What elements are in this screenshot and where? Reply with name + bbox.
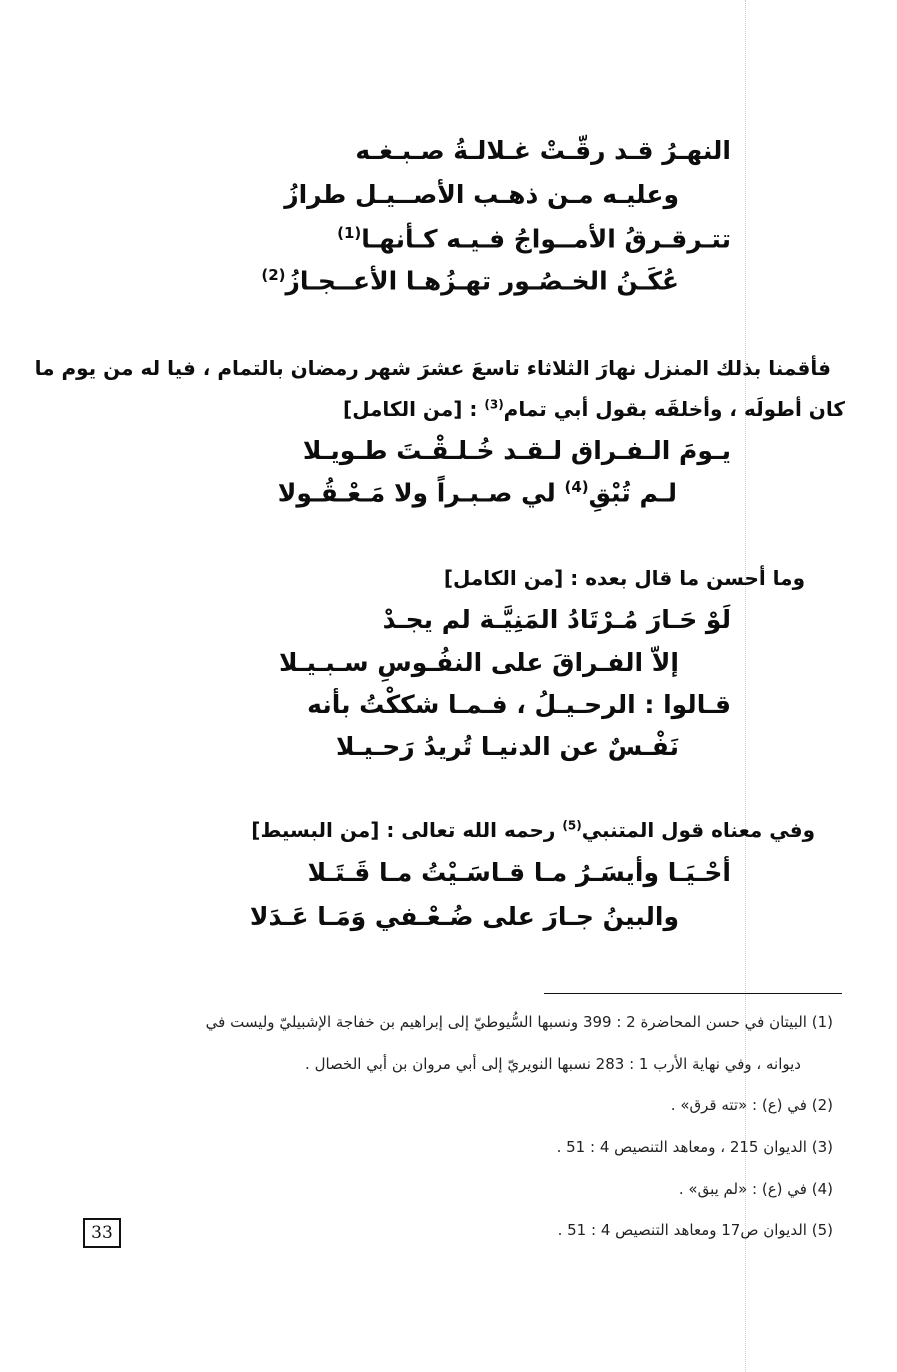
footnote-separator — [544, 993, 842, 994]
poem1-line-4-text: عُكَـنُ الخـصُـور تهـزُهـا الأعــجـازُ — [285, 266, 679, 296]
poem1-line-2: وعليـه مـن ذهـب الأصــيـل طرازُ — [284, 180, 679, 209]
poem1-line-3 — [0, 224, 897, 253]
poem2-line-2-text-b: لي صـبـراً ولا مَـعْـقُـولا — [277, 478, 565, 508]
poem1-line-3-text: تتـرقـرقُ الأمــواجُ فـيـه كـأنهـا — [361, 224, 731, 254]
footnote-3: (3) الديوان 215 ، ومعاهد التنصيص 4 : 51 . — [556, 1138, 833, 1156]
poem3-line-2: إلاّ الفـراقَ على النفُـوسِ سـبـيـلا — [278, 648, 679, 677]
poem3-line-4: نَفْـسٌ عن الدنيـا تُريدُ رَحـيـلا — [335, 732, 679, 761]
footnote-ref-5: (5) — [562, 818, 582, 833]
footnote-1-line-2: ديوانه ، وفي نهاية الأرب 1 : 283 نسبها النويريّ إلى أبي مروان بن أبي الخصال . — [305, 1055, 801, 1073]
prose1-line-2 — [0, 397, 897, 421]
poem4-line-1: أحْـيَـا وأيسَـرُ مـا قـاسَـيْتُ مـا قَـتَـلا — [307, 858, 731, 887]
footnote-ref-1: (1) — [337, 224, 362, 242]
footnote-1-line-1: (1) البيتان في حسن المحاضرة 2 : 399 ونسبها السُّيوطيّ إلى إبراهيم بن خفاجة الإشبيليّ وليست في — [205, 1013, 833, 1031]
footnote-2: (2) في (ع) : «تته قرق» . — [670, 1096, 833, 1114]
poem3-line-1: لَوْ حَـارَ مُـرْتَادُ المَنِيَّـة لم يجـدْ — [382, 605, 731, 634]
page-number: 33 — [83, 1218, 121, 1248]
poem4-line-2: والبينُ جـارَ على ضُـعْـفي وَمَـا عَـدَلا — [249, 902, 679, 931]
prose1-line-2-meter: : [من الكامل] — [343, 397, 485, 421]
footnote-ref-4: (4) — [564, 478, 589, 496]
prose3-line — [0, 818, 897, 842]
poem2-line-1: يـومَ الـفـراق لـقـد خُـلـقْـتَ طـويـلا — [302, 436, 731, 465]
poem2-line-2-text-a: لـم تُبْقِ — [588, 478, 677, 508]
footnote-4: (4) في (ع) : «لم يبق» . — [678, 1180, 833, 1198]
poem2-line-2 — [0, 478, 897, 507]
footnote-5: (5) الديوان ص17 ومعاهد التنصيص 4 : 51 . — [557, 1221, 833, 1239]
poem1-line-1: النهـرُ قـد رقّـتْ غـلالـةُ صـبـغـه — [355, 136, 731, 165]
prose3-text-a: وفي معناه قول المتنبي — [581, 818, 815, 842]
poem1-line-4 — [0, 266, 897, 295]
footnote-ref-2: (2) — [261, 266, 286, 284]
prose1-line-2-text: كان أطولَه ، وأخلقَه بقول أبي تمام — [503, 397, 845, 421]
footnote-ref-3: (3) — [484, 397, 504, 412]
prose3-text-b: رحمه الله تعالى : [من البسيط] — [251, 818, 563, 842]
poem3-line-3: قـالوا : الرحـيـلُ ، فـمـا شككْتُ بأنه — [307, 690, 731, 719]
prose2-line: وما أحسن ما قال بعده : [من الكامل] — [443, 566, 805, 590]
prose1-line-1: فأقمنا بذلك المنزل نهارَ الثلاثاء تاسعَ عشرَ شهر رمضان بالتمام ، فيا له من يوم ما — [34, 356, 831, 380]
